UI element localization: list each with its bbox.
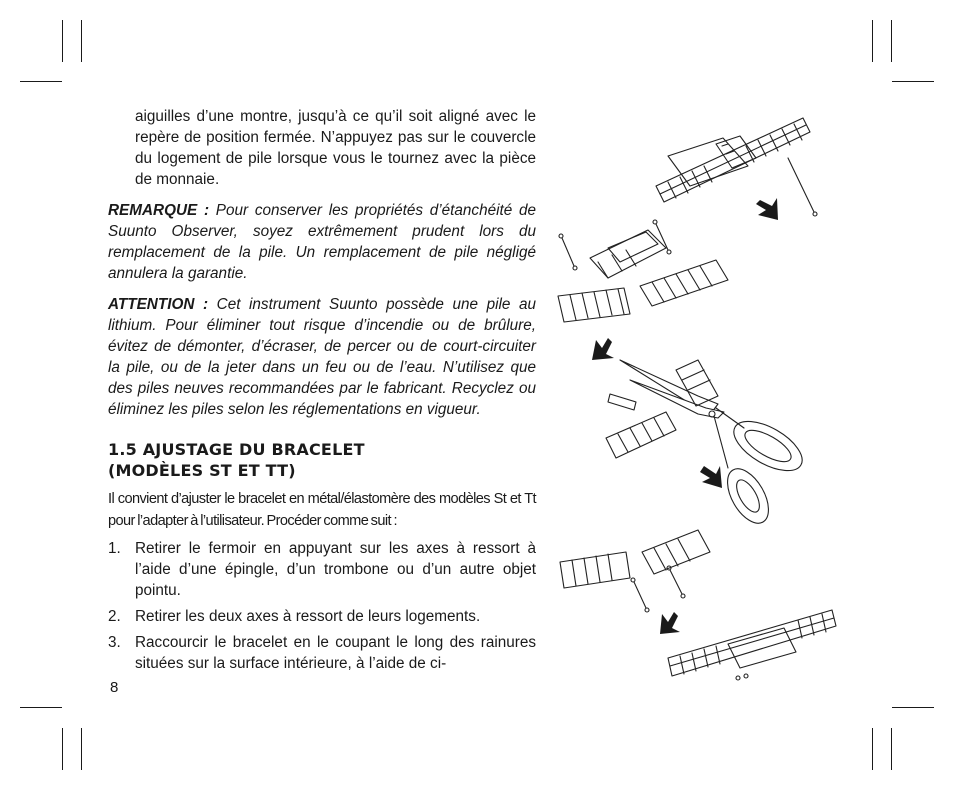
clasp-with-spring-pins-icon: [559, 220, 671, 278]
list-item: [108, 538, 536, 601]
crop-mark: [872, 728, 873, 770]
list-item: [108, 632, 536, 674]
arrow-down-left-icon: [592, 338, 614, 360]
crop-mark: [62, 20, 63, 62]
remarque-text: Pour conserver les propriétés d’étanchéité de Suunto Observer, soyez extrêmement prudent lors du remplacement de la pile. Un remplacement de pile négligé annulera la garantie.: [108, 202, 536, 282]
bracelet-illustration: [548, 108, 848, 692]
steps-list: [108, 538, 536, 674]
intro-paragraph: aiguilles d’une montre, jusqu’à ce qu’il soit aligné avec le repère de position fermée. N’appuyez pas sur le couvercle du logement de pile lorsque vous le tournez avec la pièce de monnaie.: [135, 108, 536, 188]
reassembled-watch-icon: [668, 610, 836, 680]
arrow-down-right-icon: [756, 198, 778, 220]
section-title-line2: (MODÈLES ST ET TT): [108, 461, 296, 480]
crop-mark: [81, 20, 82, 62]
crop-mark: [81, 728, 82, 770]
section-intro: Il convient d’ajuster le bracelet en métal/élastomère des modèles St et Tt pour l’adapter à l’utilisateur. Procéder comme suit :: [108, 491, 536, 529]
pin-tool-tip-icon: [813, 212, 817, 216]
crop-mark: [872, 20, 873, 62]
shortened-segment-right-icon: [642, 530, 710, 574]
crop-mark: [891, 728, 892, 770]
bracelet-segment-left-icon: [558, 288, 630, 322]
bracelet-segment-right-icon: [640, 260, 728, 306]
shortened-segment-left-icon: [560, 552, 630, 588]
attention-text: Cet instrument Suunto possède une pile au lithium. Pour éliminer tout risque d’incendie ou de brûlure, évitez de démonter, d’écraser, de percer ou de court-circuiter la pile, ou de la jeter dans un feu ou de l’eau. N’utilisez que des piles neuves recommandées par le fabricant. Recyclez ou éliminez les piles selon les réglementations en vigueur.: [108, 296, 536, 418]
attention-label: ATTENTION :: [108, 296, 209, 313]
list-item: [108, 606, 536, 627]
crop-mark: [20, 81, 62, 82]
section-title-line1: 1.5 AJUSTAGE DU BRACELET: [108, 440, 365, 459]
step-number: 1.: [108, 540, 121, 557]
step-text: Raccourcir le bracelet en le coupant le long des rainures situées sur la surface intérieure, à l’aide de ci-: [135, 634, 536, 672]
crop-mark: [892, 81, 934, 82]
crop-mark: [891, 20, 892, 62]
text-column: [108, 106, 536, 679]
crop-mark: [62, 728, 63, 770]
watch-with-bracelet-icon: [656, 118, 810, 202]
scissors-icon: [620, 360, 810, 530]
crop-mark: [892, 707, 934, 708]
pin-tool-icon: [788, 158, 814, 212]
step-text: Retirer les deux axes à ressort de leurs logements.: [135, 608, 481, 625]
step-number: 3.: [108, 634, 121, 651]
step-number: 2.: [108, 608, 121, 625]
arrow-down-left-icon: [660, 612, 680, 634]
remarque-label: REMARQUE :: [108, 202, 210, 219]
remarque-note: [108, 200, 536, 284]
section-heading: [108, 439, 536, 481]
crop-mark: [20, 707, 62, 708]
attention-warning: [108, 294, 536, 420]
page-number: 8: [110, 679, 119, 696]
arrow-down-right-icon: [700, 466, 722, 488]
bracelet-diagram: [548, 108, 848, 692]
step-text: Retirer le fermoir en appuyant sur les axes à ressort à l’aide d’une épingle, d’un trombone ou d’un autre objet pointu.: [135, 540, 536, 599]
